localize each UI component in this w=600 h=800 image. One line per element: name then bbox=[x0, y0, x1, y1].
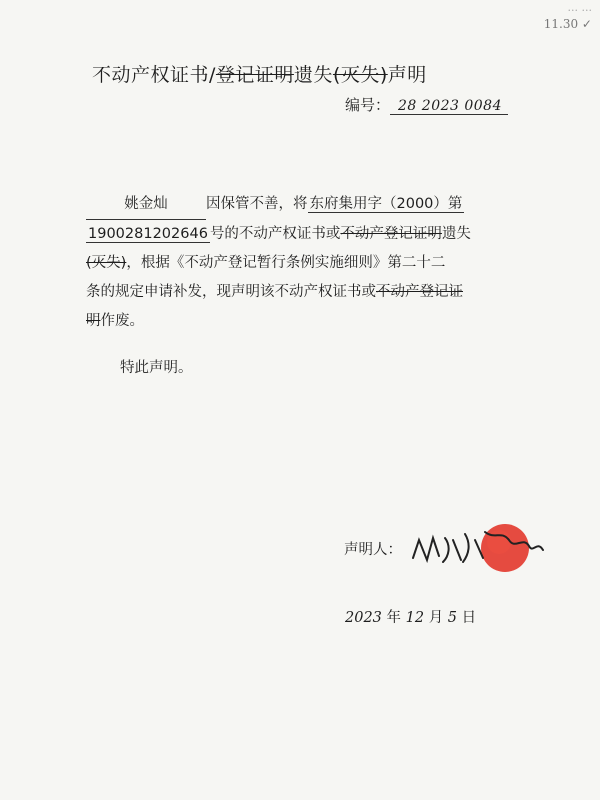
date-month: 12 bbox=[405, 610, 425, 626]
closing-statement: 特此声明。 bbox=[120, 360, 193, 376]
certificate-number: 1900281202646 bbox=[88, 226, 208, 242]
page-title bbox=[92, 60, 427, 87]
certificate-type: 东府集用字（2000）第 bbox=[309, 196, 463, 212]
struck-text-a: 不动产登记证明 bbox=[340, 226, 442, 242]
corner-note-date: 11.30 ✓ bbox=[543, 17, 592, 31]
day-char: 日 bbox=[461, 610, 477, 626]
title-part-3: 声明 bbox=[387, 64, 427, 86]
body-line-2 bbox=[86, 220, 506, 249]
signature-with-stamp bbox=[405, 510, 555, 580]
body-text-3: 遗失 bbox=[441, 226, 471, 242]
corner-handwritten-note bbox=[544, 0, 592, 32]
body-text-2: 号的不动产权证书或 bbox=[209, 226, 341, 242]
month-char: 月 bbox=[428, 610, 444, 626]
date-day: 5 bbox=[447, 610, 458, 626]
title-struck-2: (灭失) bbox=[332, 64, 388, 86]
struck-text-b: (灭失) bbox=[86, 255, 127, 271]
declarant-label: 声明人： bbox=[344, 542, 402, 558]
title-struck-1: 登记证明 bbox=[215, 64, 294, 86]
title-part-1: 不动产权证书/ bbox=[92, 64, 216, 86]
body-text-4: ，根据《不动产登记暂行条例实施细则》第二十二 bbox=[126, 255, 446, 271]
body-text-6: 作废。 bbox=[100, 313, 144, 329]
date-year: 2023 bbox=[345, 610, 382, 626]
title-part-2: 遗失 bbox=[293, 64, 333, 86]
body-text-1: 因保管不善，将 bbox=[206, 196, 308, 212]
number-value: 28 2023 0084 bbox=[390, 98, 508, 115]
date-line bbox=[345, 606, 476, 627]
body-line-4 bbox=[86, 278, 506, 307]
struck-text-c: 不动产登记证 bbox=[376, 284, 463, 300]
struck-text-d: 明 bbox=[86, 313, 101, 329]
corner-note-top: ... ... bbox=[567, 1, 592, 14]
body-line-3 bbox=[86, 249, 506, 278]
declarant-name: 姚金灿 bbox=[86, 190, 206, 220]
body-line-5 bbox=[86, 307, 506, 336]
year-char: 年 bbox=[386, 610, 402, 626]
document-number bbox=[345, 94, 508, 115]
statement-body bbox=[86, 190, 506, 336]
number-label: 编号： bbox=[345, 96, 391, 114]
body-line-1 bbox=[86, 190, 506, 220]
body-text-5: 条的规定申请补发，现声明该不动产权证书或 bbox=[86, 284, 376, 300]
